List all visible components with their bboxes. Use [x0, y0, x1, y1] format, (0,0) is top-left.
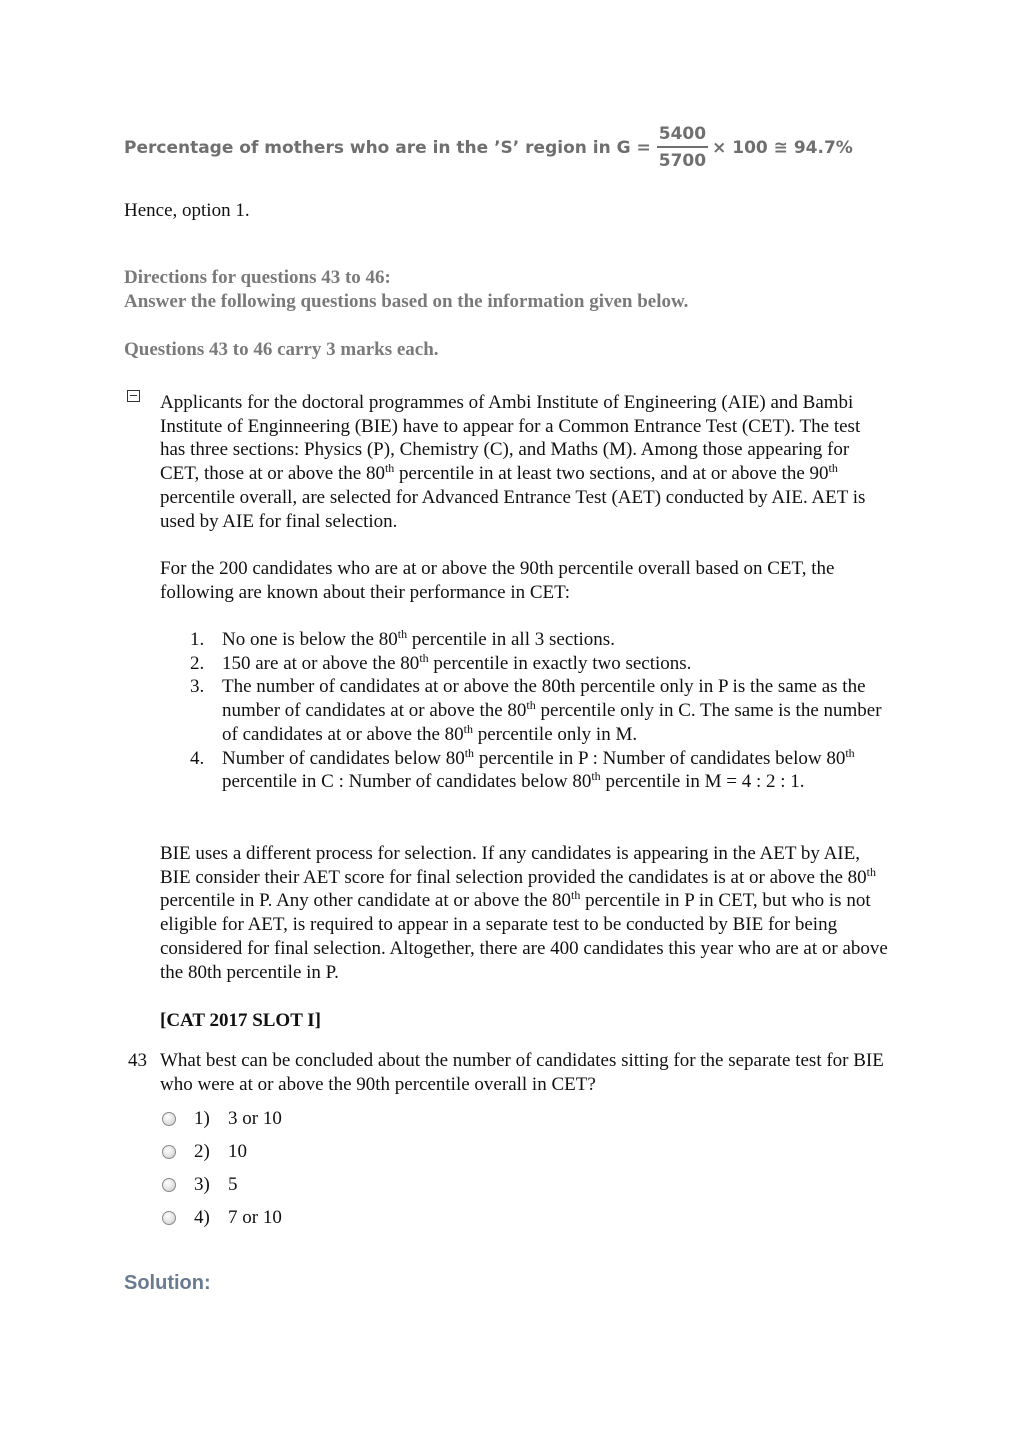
list-text: percentile in all 3 sections. [407, 629, 615, 650]
passage-paragraph-3 [160, 842, 890, 984]
option-label: 5 [228, 1174, 238, 1195]
superscript: th [384, 461, 395, 476]
list-item [160, 675, 890, 746]
passage-text: percentile overall, are selected for Advanced Entrance Test (AET) conducted by AIE. AET is used by AIE for final selection. [160, 486, 866, 532]
list-number: 1. [190, 629, 205, 650]
option-number: 4) [194, 1207, 210, 1228]
question-number: 43 [128, 1050, 147, 1071]
list-item [160, 628, 890, 652]
superscript: th [845, 745, 855, 760]
superscript: th [591, 769, 601, 784]
list-text: percentile in M = 4 : 2 : 1. [600, 771, 805, 793]
list-text: percentile in exactly two sections. [428, 652, 692, 674]
superscript: th [828, 461, 838, 476]
list-text: percentile in P : Number of candidates below 80 [474, 747, 846, 769]
passage-text: percentile in P. Any other candidate at or above the 80 [160, 890, 572, 912]
option-number: 2) [194, 1141, 210, 1162]
passage-paragraph-1 [160, 391, 890, 533]
passage-text: percentile in at least two sections, and at or above the 90 [394, 463, 829, 485]
list-text: 150 are at or above the 80 [222, 652, 420, 674]
conditions-list [160, 628, 890, 794]
list-item [160, 652, 890, 676]
radio-button-icon[interactable] [162, 1211, 176, 1225]
list-text: The number of candidates at or above the 80th percentile only in P is the same as the number of candidates at or above the 80 [222, 676, 866, 722]
passage-paragraph-2: For the 200 candidates who are at or above the 90th percentile overall based on CET, the following are known about their performance in CET: [160, 558, 835, 603]
superscript: th [397, 627, 408, 641]
question-source: [CAT 2017 SLOT I] [160, 1010, 322, 1031]
option-label: 10 [228, 1141, 247, 1162]
option-3[interactable] [162, 1173, 238, 1197]
option-number: 3) [194, 1174, 210, 1195]
superscript: th [463, 721, 473, 736]
list-number: 2. [190, 652, 205, 674]
superscript: th [419, 650, 429, 665]
superscript: th [526, 698, 536, 713]
formula-numerator: 5400 [657, 122, 708, 148]
option-1[interactable] [162, 1107, 282, 1131]
solution-heading: Solution: [124, 1272, 211, 1294]
hence-text: Hence, option 1. [124, 200, 250, 221]
marks-note: Questions 43 to 46 carry 3 marks each. [124, 339, 439, 360]
passage-text: BIE uses a different process for selection. If any candidates is appearing in the AET by AIE, BIE consider their AET score for final selection provided the candidates is at or above the 80 [160, 843, 867, 888]
list-text: percentile only in M. [472, 723, 638, 745]
passage-text: Applicants for the doctoral programmes of Ambi Institute of Engineering (AIE) and Bambi Institute of Enginneering (BIE) have to appear for a Common Entrance Test (CET). The test has three sections: Physics (P), Chemistry (C), and Maths (M). Among those appearing for CET, those at or above the 80 [160, 392, 861, 485]
superscript: th [571, 888, 581, 903]
directions-heading: Directions for questions 43 to 46: [124, 267, 391, 288]
option-number: 1) [194, 1108, 210, 1129]
formula-fraction [657, 122, 708, 174]
radio-button-icon[interactable] [162, 1145, 176, 1159]
list-text: percentile in C : Number of candidates below 80 [222, 771, 592, 793]
option-2[interactable] [162, 1140, 247, 1164]
radio-button-icon[interactable] [162, 1178, 176, 1192]
list-number: 4. [190, 747, 205, 769]
option-label: 7 or 10 [228, 1207, 282, 1228]
collapse-icon[interactable] [127, 390, 140, 402]
superscript: th [464, 745, 475, 760]
question-text: What best can be concluded about the number of candidates sitting for the separate test for BIE who were at or above the 90th percentile overall in CET? [160, 1050, 884, 1095]
list-item [160, 747, 890, 794]
percentage-formula [124, 122, 853, 174]
formula-denominator: 5700 [658, 151, 707, 171]
directions-instruction: Answer the following questions based on the information given below. [124, 291, 689, 312]
radio-button-icon[interactable] [162, 1112, 176, 1126]
option-label: 3 or 10 [228, 1108, 282, 1129]
passage-text: percentile in P in CET, but who is not eligible for AET, is required to appear in a separate test to be conducted by BIE for being considered for final selection. Altogether, there are 400 candidates this year who are at or above the 80th percentile in P. [160, 890, 888, 983]
list-text: percentile only in C. The same is the number of candidates at or above the 80 [222, 700, 882, 745]
formula-result: × 100 ≅ 94.7% [712, 138, 853, 158]
formula-label: Percentage of mothers who are in the ’S’ region in G = [124, 138, 651, 158]
list-number: 3. [190, 676, 205, 698]
superscript: th [866, 864, 876, 879]
list-text: Number of candidates below 80 [222, 747, 465, 769]
option-4[interactable] [162, 1206, 282, 1230]
list-text: No one is below the 80 [222, 629, 398, 650]
